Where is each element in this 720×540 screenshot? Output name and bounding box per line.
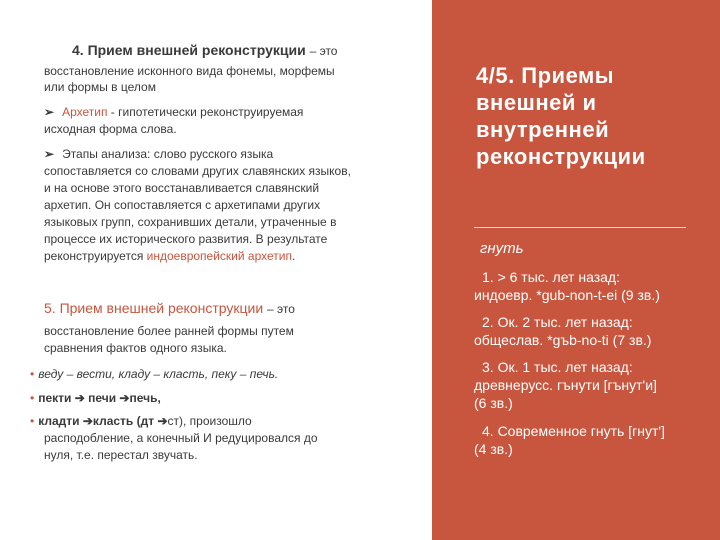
bullet-2-b: печи <box>88 391 117 405</box>
bullet-2 <box>30 390 161 407</box>
bullet-2-c: печь, <box>129 391 161 405</box>
archetype-line-1 <box>44 104 303 121</box>
bullet-3-b: класть (дт <box>92 414 155 428</box>
stage-item-4-line-1: 4. Современное гнуть [гнут'] <box>482 423 665 439</box>
section-4-title: 4. Прием внешней реконструкции <box>72 42 306 58</box>
stage-item-4-line-2: (4 зв.) <box>474 441 513 457</box>
archetype-def: - гипотетически реконструируемая <box>107 105 304 119</box>
bullet-3 <box>30 413 252 430</box>
dot-bullet-icon: • <box>30 391 35 405</box>
right-arrow-icon: ➔ <box>71 391 89 405</box>
stages-line-6: процессе их исторического развития. В результате <box>44 232 328 246</box>
bullet-3-line-2: расподобление, а конечный И редуцировался до <box>44 431 318 445</box>
right-arrow-icon: ➔ <box>116 391 130 405</box>
right-arrow-icon: ➔ <box>79 414 93 428</box>
bullet-1-text: веду – вести, кладу – класть, пеку – печь. <box>38 367 279 381</box>
section-5-title: 5. Прием внешней реконструкции <box>44 300 264 316</box>
stage-item-3-line-2: древнерусс. гънути [гънут'и] <box>474 377 657 393</box>
stages-text-1: Этапы анализа: слово русского языка <box>62 147 274 161</box>
slide-title-line-1: 4/5. Приемы <box>476 63 615 88</box>
slide-title-line-3: внутренней <box>476 117 610 142</box>
slide-title-line-2: внешней и <box>476 90 597 115</box>
section-5-line-2: сравнения фактов одного языка. <box>44 341 227 355</box>
bullet-3-line-3: нуля, т.е. перестал звучать. <box>44 448 198 462</box>
stage-item-1-line-1: 1. > 6 тыс. лет назад: <box>482 269 620 285</box>
dot-bullet-icon: • <box>30 414 35 428</box>
archetype-line-2: исходная форма слова. <box>44 122 177 136</box>
bullet-2-a: пекти <box>38 391 72 405</box>
stages-last-pre: реконструируется <box>44 249 147 263</box>
section-4-line-1: восстановление исконного вида фонемы, морфемы <box>44 64 335 78</box>
section-5-line-1: восстановление более ранней формы путем <box>44 324 294 338</box>
bullet-1 <box>30 366 278 383</box>
stage-item-2 <box>474 313 704 349</box>
stages-line-2: сопоставляется со словами других славянских языков, <box>44 164 351 178</box>
section-4-line-2: или формы в целом <box>44 80 156 94</box>
stage-item-4 <box>474 422 704 458</box>
bullet-3-c: ст), произошло <box>167 414 252 428</box>
title-divider <box>474 227 686 228</box>
section-5-dash: – это <box>267 302 295 316</box>
stages-line-7 <box>44 248 295 265</box>
section-5-heading <box>44 300 295 318</box>
stage-item-3-line-1: 3. Ок. 1 тыс. лет назад: <box>482 359 633 375</box>
right-arrow-icon: ➔ <box>154 414 168 428</box>
slide-title <box>476 62 646 170</box>
arrow-bullet-icon: ➢ <box>44 105 55 119</box>
stage-item-2-line-2: общеслав. *gъb-no-ti (7 зв.) <box>474 332 652 348</box>
stage-item-3 <box>474 358 704 412</box>
stages-line-5: языковых групп, сохранивших детали, утраченные в <box>44 215 337 229</box>
slide-subtitle: гнуть <box>480 240 524 257</box>
dot-bullet-icon: • <box>30 367 35 381</box>
slide-title-line-4: реконструкции <box>476 144 646 169</box>
bullet-3-a: кладти <box>38 414 80 428</box>
stage-item-3-line-3: (6 зв.) <box>474 395 513 411</box>
stage-item-2-line-1: 2. Ок. 2 тыс. лет назад: <box>482 314 633 330</box>
stages-line-3: и на основе этого восстанавливается славянский <box>44 181 320 195</box>
stage-item-1 <box>474 268 704 304</box>
section-4-heading <box>72 42 337 60</box>
arrow-bullet-icon: ➢ <box>44 147 55 161</box>
stages-line-4: архетип. Он сопоставляется с архетипами других <box>44 198 321 212</box>
section-4-dash: – это <box>309 44 338 58</box>
archetype-label: Архетип <box>62 105 108 119</box>
stages-last-post: . <box>291 249 296 263</box>
indo-european-archetype: индоевропейский архетип <box>146 249 292 263</box>
stage-item-1-line-2: индоевр. *gub-non-t-ei (9 зв.) <box>474 287 660 303</box>
stages-line-1 <box>44 146 273 163</box>
